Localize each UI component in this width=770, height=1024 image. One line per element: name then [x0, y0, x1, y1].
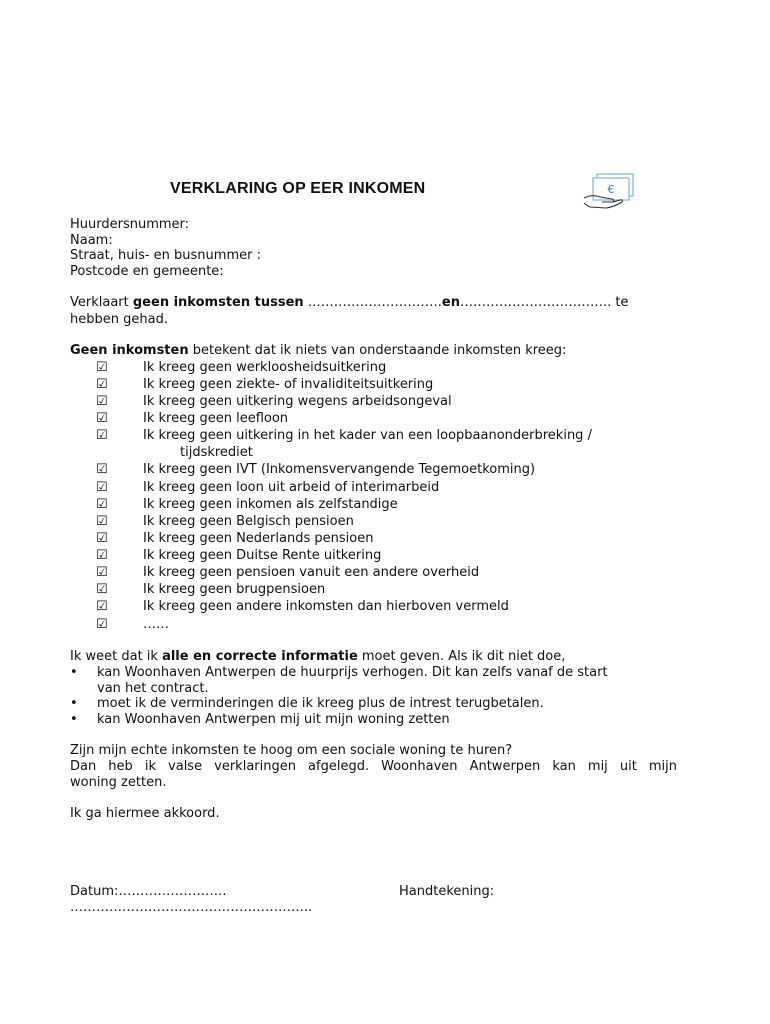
- checkbox-icon: ☑: [96, 428, 108, 443]
- list-item: Ik kreeg geen Belgisch pensioen: [143, 514, 354, 529]
- consequence-item: kan Woonhaven Antwerpen mij uit mijn woning zetten: [97, 712, 450, 727]
- list-item: Ik kreeg geen IVT (Inkomensvervangende Tegemoetkoming): [143, 462, 536, 477]
- list-item: Ik kreeg geen ziekte- of invaliditeitsuitkering: [143, 377, 434, 392]
- warning-line-3: woning zetten.: [70, 775, 167, 790]
- checkbox-icon: ☑: [96, 565, 108, 580]
- declaration-line-2: hebben gehad.: [70, 312, 168, 327]
- list-item: Ik kreeg geen leefloon: [143, 411, 289, 426]
- warning-line-2: Dan heb ik valse verklaringen afgelegd. Woonhaven Antwerpen kan mij uit mijn: [70, 759, 677, 774]
- handtekening-label: Handtekening:: [399, 884, 495, 899]
- declaration-dots-to: …………………………….. te: [460, 295, 629, 310]
- declaration-bold-tussen: geen inkomsten tussen: [132, 295, 304, 310]
- list-item: Ik kreeg geen brugpensioen: [143, 582, 326, 597]
- list-item: Ik kreeg geen andere inkomsten dan hierboven vermeld: [143, 599, 509, 614]
- meaning-bold: Geen inkomsten: [70, 343, 189, 358]
- bullet-icon: •: [70, 665, 78, 680]
- checkbox-icon: ☑: [96, 480, 108, 495]
- list-item: Ik kreeg geen werkloosheidsuitkering: [143, 360, 387, 375]
- huurdersnummer-label: Huurdersnummer:: [70, 217, 190, 232]
- list-item: Ik kreeg geen loon uit arbeid of interimarbeid: [143, 480, 440, 495]
- signature-dots: ………………………………………………..: [70, 900, 313, 915]
- checkbox-icon: ☑: [96, 617, 108, 632]
- naam-label: Naam:: [70, 233, 113, 248]
- checkbox-icon: ☑: [96, 360, 108, 375]
- info-line: [70, 649, 565, 665]
- list-item: Ik kreeg geen pensioen vanuit een andere overheid: [143, 565, 480, 580]
- checkbox-icon: ☑: [96, 599, 108, 614]
- checkbox-icon: ☑: [96, 394, 108, 409]
- consequence-item-continuation: van het contract.: [97, 681, 209, 696]
- list-item: ……: [143, 617, 169, 632]
- bullet-icon: •: [70, 696, 78, 711]
- checkbox-icon: ☑: [96, 497, 108, 512]
- list-item: Ik kreeg geen uitkering wegens arbeidsongeval: [143, 394, 452, 409]
- checkbox-icon: ☑: [96, 548, 108, 563]
- svg-text:€: €: [607, 183, 615, 196]
- bullet-icon: •: [70, 712, 78, 727]
- list-item: Ik kreeg geen Nederlands pensioen: [143, 531, 374, 546]
- checkbox-icon: ☑: [96, 531, 108, 546]
- declaration-line: [70, 295, 629, 311]
- checkbox-icon: ☑: [96, 582, 108, 597]
- checkbox-icon: ☑: [96, 462, 108, 477]
- datum-field: Datum:…………………….: [70, 884, 227, 899]
- declaration-bold-en: en: [441, 295, 460, 310]
- meaning-line: [70, 343, 566, 359]
- list-item: Ik kreeg geen uitkering in het kader van een loopbaanonderbreking /: [143, 428, 592, 443]
- document-title: VERKLARING OP EER INKOMEN: [170, 180, 426, 197]
- checkbox-icon: ☑: [96, 411, 108, 426]
- agree-statement: Ik ga hiermee akkoord.: [70, 806, 220, 821]
- meaning-rest: betekent dat ik niets van onderstaande inkomsten kreeg:: [188, 343, 567, 358]
- info-prefix: Ik weet dat ik: [70, 649, 163, 664]
- list-item-continuation: tijdskrediet: [180, 445, 253, 460]
- checkbox-icon: ☑: [96, 377, 108, 392]
- hand-with-euro-banknotes-icon: [580, 172, 636, 210]
- declaration-prefix: Verklaart: [70, 295, 133, 310]
- list-item: Ik kreeg geen inkomen als zelfstandige: [143, 497, 398, 512]
- checkbox-icon: ☑: [96, 514, 108, 529]
- consequence-item: moet ik de verminderingen die ik kreeg plus de intrest terugbetalen.: [97, 696, 544, 711]
- info-suffix: moet geven. Als ik dit niet doe,: [357, 649, 566, 664]
- postcode-label: Postcode en gemeente:: [70, 264, 224, 279]
- declaration-dots-from: ………………………….: [303, 295, 442, 310]
- info-bold: alle en correcte informatie: [162, 649, 358, 664]
- list-item: Ik kreeg geen Duitse Rente uitkering: [143, 548, 382, 563]
- warning-line-1: Zijn mijn echte inkomsten te hoog om een sociale woning te huren?: [70, 743, 513, 758]
- consequence-item: kan Woonhaven Antwerpen de huurprijs verhogen. Dit kan zelfs vanaf de start: [97, 665, 608, 680]
- adres-label: Straat, huis- en busnummer :: [70, 248, 261, 263]
